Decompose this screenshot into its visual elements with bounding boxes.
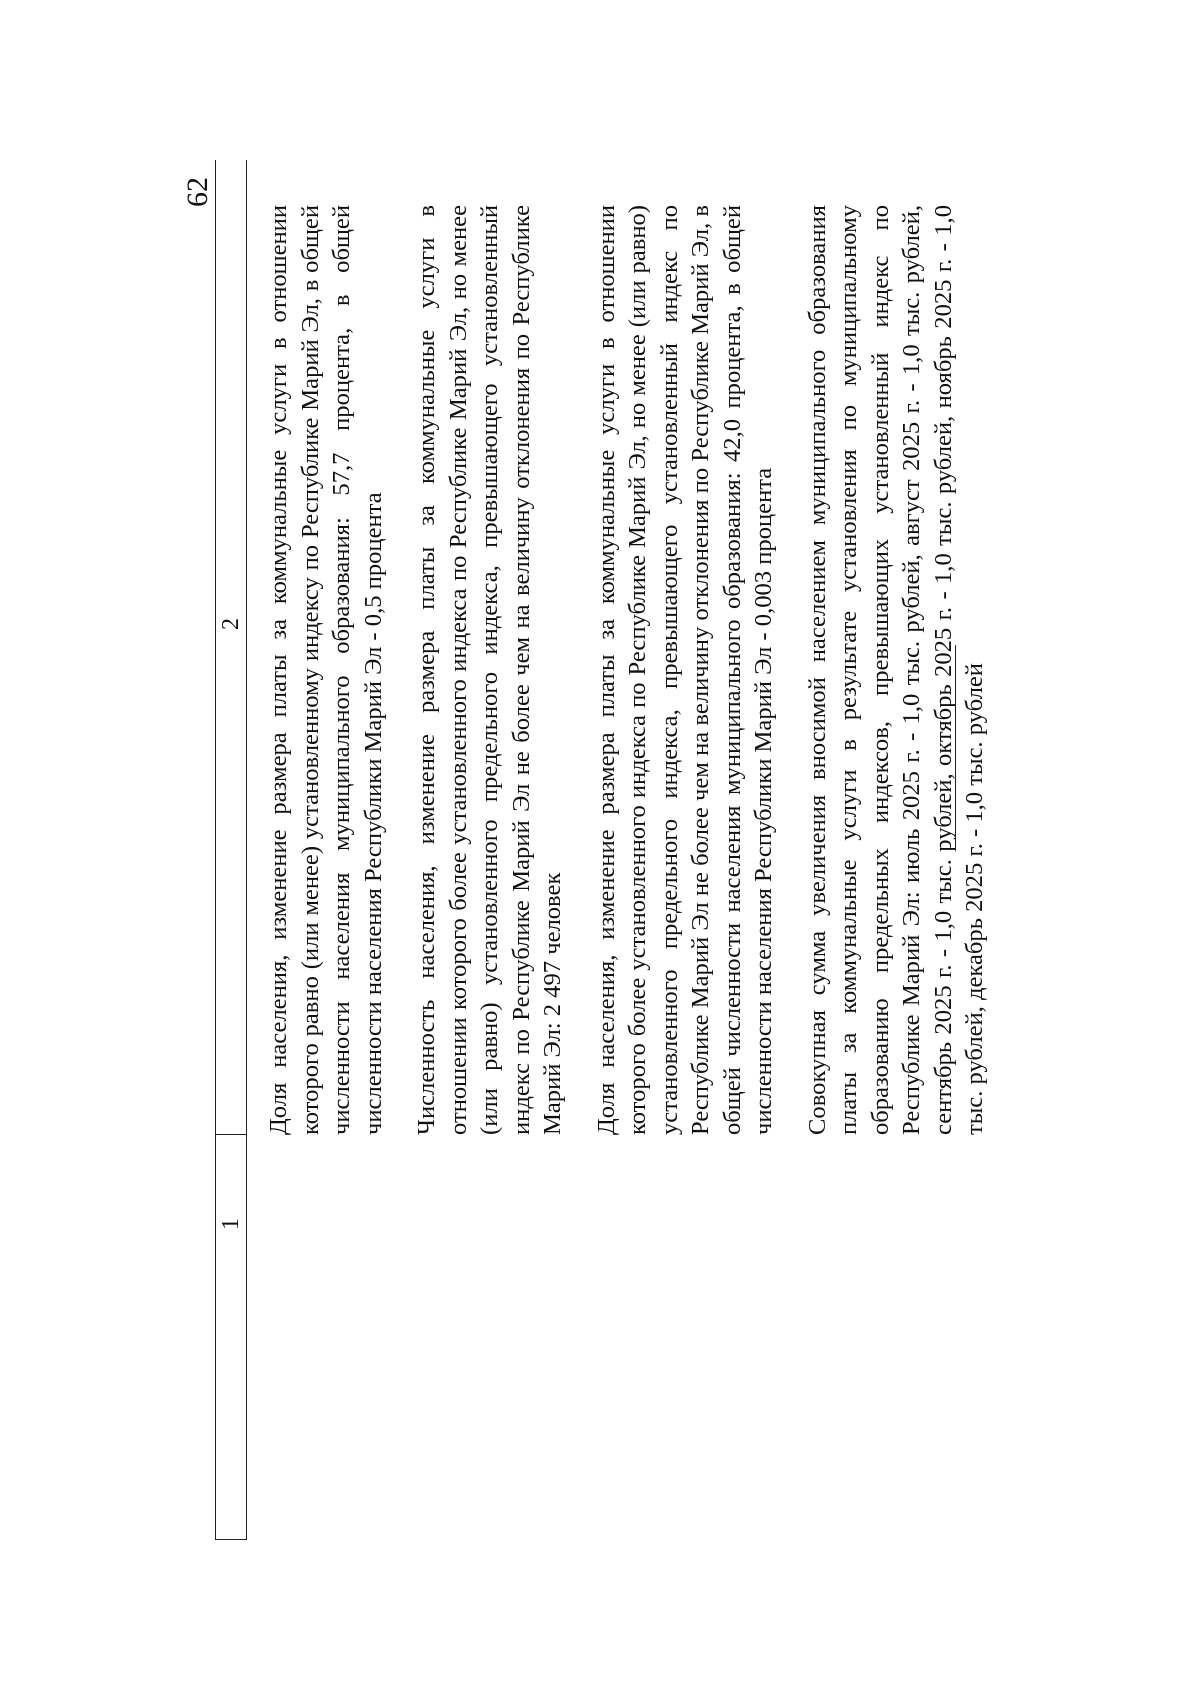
column-1-header: 1 xyxy=(218,1218,244,1230)
table-header-divider xyxy=(216,1134,246,1135)
page-number: 62 xyxy=(181,177,214,207)
paragraph-total-payment-increase: Совокупная сумма увеличения вносимой населением муниципального образования платы за коммунальные услуги в результате установления по муниципальному образованию предельных индексов, превышающих установленный индекс по Республике Марий Эл: июль 2025 г. - 1,0 тыс. рублей, август 2025 г. - 1,0 тыс. рублей, сентябрь 2025 г. - 1,0 тыс. рублей, октябрь 2025 г. - 1,0 тыс. рублей, ноябрь 2025 г. - 1,0 тыс. рублей, декабрь 2025 г. - 1,0 тыс. рублей xyxy=(803,205,988,1135)
table-header-divider xyxy=(216,1539,246,1540)
table-header-row xyxy=(215,160,247,1540)
paragraph-population-count-above-index: Численность населения, изменение размера платы за коммунальные услуги в отношении которого более установленного индекса по Республике Марий Эл, но менее (или равно) установленного предельного индекса, превышающего установленный индекс по Республике Марий Эл не более чем на величину отклонения по Республике Марий Эл: 2 497 человек xyxy=(413,205,566,1135)
column-2-content xyxy=(263,205,1013,1135)
column-2-header: 2 xyxy=(218,618,244,630)
paragraph-population-share-above-index: Доля населения, изменение размера платы за коммунальные услуги в отношении которого более установленного индекса по Республике Марий Эл, но менее (или равно) установленного предельного индекса, превышающего установленный индекс по Республике Марий Эл не более чем на величину отклонения по Республике Марий Эл, в общей численности населения муниципального образования: 42,0 процента, в общей численности населения Республики Марий Эл - 0,003 процента xyxy=(592,205,777,1135)
rotated-table-page xyxy=(215,160,995,1540)
end-of-document-rule xyxy=(955,645,956,850)
paragraph-population-share-below-index: Доля населения, изменение размера платы за коммунальные услуги в отношении которого равно (или менее) установленному индексу по Республике Марий Эл, в общей численности населения муниципального образования: 57,7 процента, в общей численности населения Республики Марий Эл - 0,5 процента xyxy=(265,205,387,1135)
